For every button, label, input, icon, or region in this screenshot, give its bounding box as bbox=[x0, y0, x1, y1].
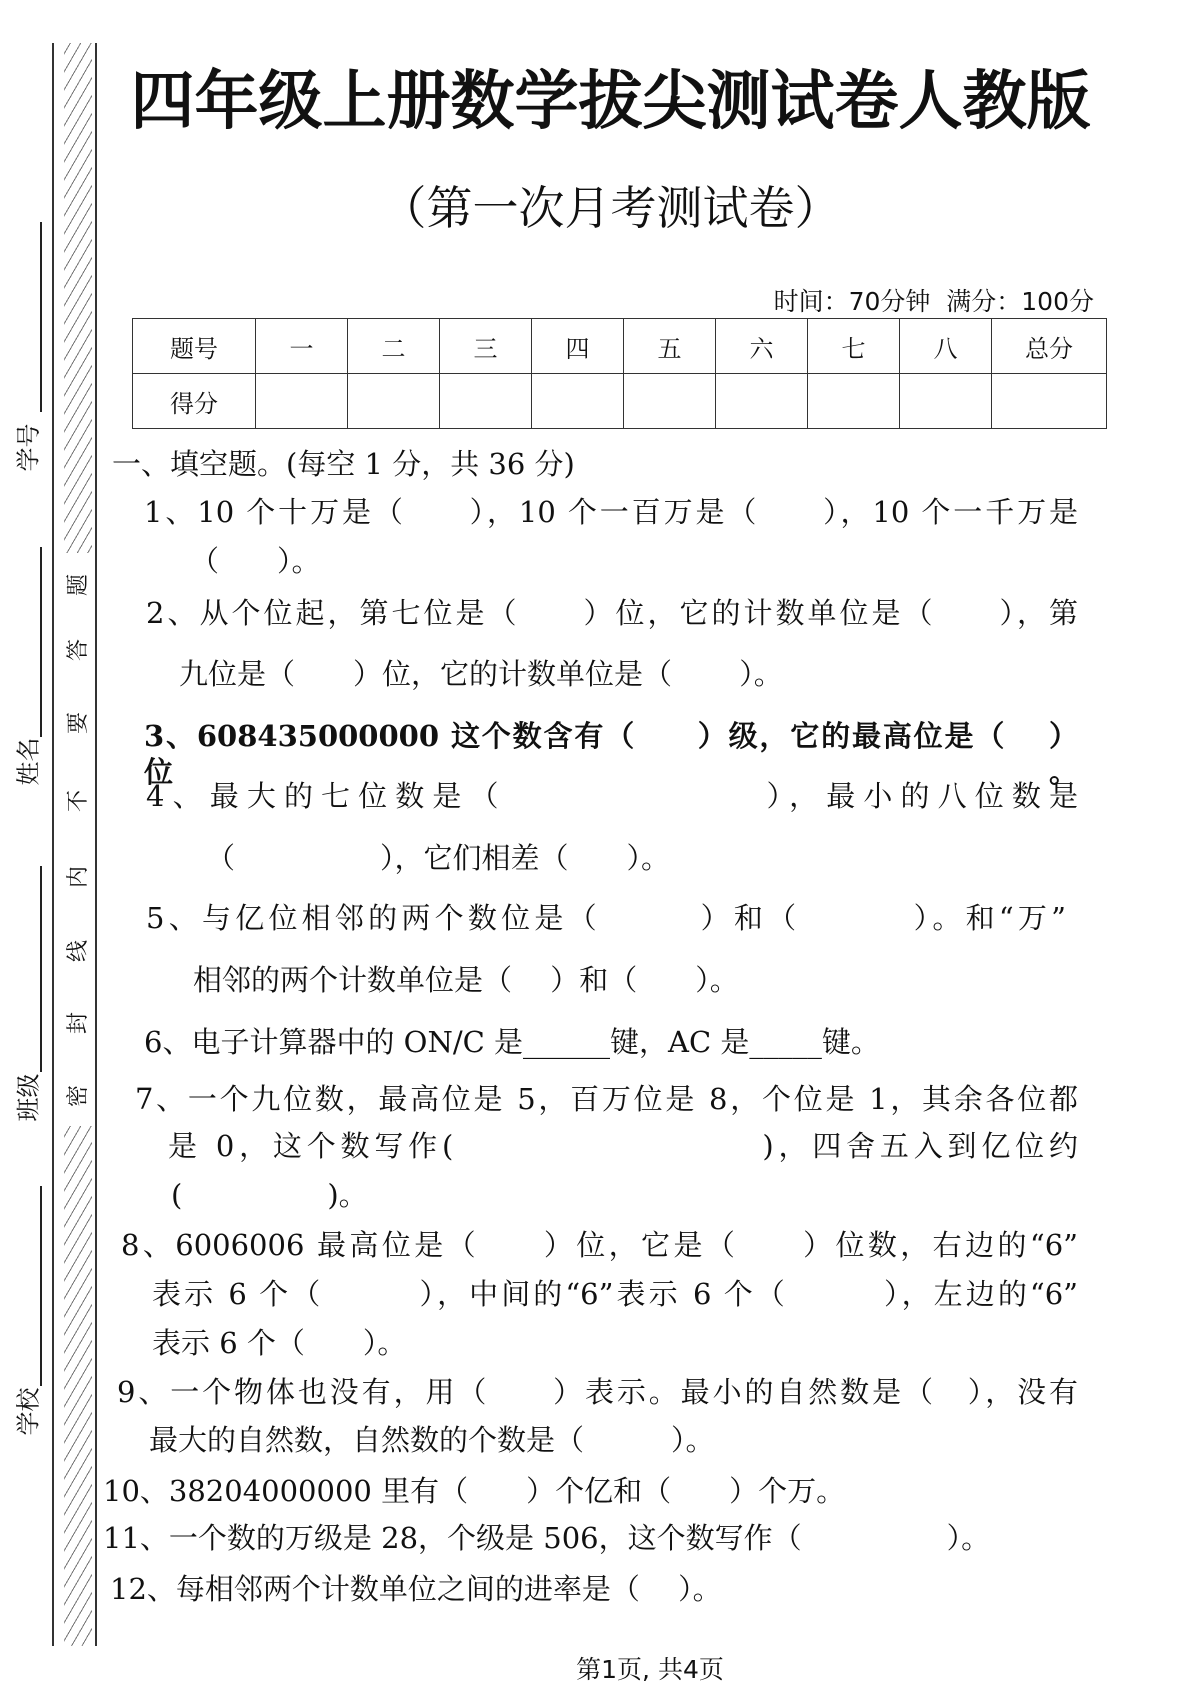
seal-char: 封 bbox=[66, 1012, 91, 1035]
header-cell: 八 bbox=[900, 319, 992, 374]
seal-char: 要 bbox=[66, 712, 91, 735]
score-cell[interactable] bbox=[716, 374, 808, 429]
section-heading: 一、填空题。(每空 1 分，共 36 分) bbox=[112, 447, 575, 481]
question-line: 10、38204000000 里有（ ）个亿和（ ）个万。 bbox=[103, 1474, 846, 1508]
score-cell[interactable] bbox=[440, 374, 532, 429]
page-title: 四年级上册数学拔尖测试卷人教版 bbox=[130, 65, 1091, 139]
score-table-score-row bbox=[133, 374, 1107, 429]
row-label: 得分 bbox=[133, 374, 256, 429]
header-cell: 总分 bbox=[992, 319, 1107, 374]
score-cell[interactable] bbox=[992, 374, 1107, 429]
page-number: 第1页, 共4页 bbox=[576, 1655, 724, 1684]
question-line: （ ），它们相差（ ）。 bbox=[206, 841, 671, 875]
header-cell: 三 bbox=[440, 319, 532, 374]
seal-char: 不 bbox=[66, 790, 91, 813]
class-field[interactable] bbox=[40, 866, 42, 1072]
question-line: 1、10 个十万是（ ），10 个一百万是（ ），10 个一千万是 bbox=[144, 495, 1078, 529]
header-cell: 六 bbox=[716, 319, 808, 374]
score-cell[interactable] bbox=[624, 374, 716, 429]
question-line: 9、一个物体也没有，用（ ）表示。最小的自然数是（ ），没有 bbox=[117, 1375, 1078, 1409]
question-line: 8、6006006 最高位是（ ）位，它是（ ）位数，右边的“6” bbox=[121, 1228, 1078, 1262]
question-line: 12、每相邻两个计数单位之间的进率是（ ）。 bbox=[110, 1572, 722, 1606]
seal-char: 答 bbox=[66, 639, 91, 662]
question-line: 最大的自然数，自然数的个数是（ ）。 bbox=[149, 1423, 715, 1457]
exam-info: 时间：70分钟 满分：100分 bbox=[773, 287, 1094, 316]
score-cell[interactable] bbox=[532, 374, 624, 429]
header-cell: 七 bbox=[808, 319, 900, 374]
question-line: 4、最大的七位数是（ ），最小的八位数是 bbox=[146, 779, 1078, 813]
seal-char: 题 bbox=[66, 574, 91, 597]
question-line: ( )。 bbox=[171, 1178, 368, 1212]
name-label: 姓名 bbox=[14, 737, 43, 786]
seal-char: 线 bbox=[66, 940, 91, 963]
name-field[interactable] bbox=[40, 547, 42, 737]
question-line: 3、608435000000 这个数含有（ ）级，它的最高位是（ ）位。 bbox=[144, 719, 1078, 789]
seal-char: 内 bbox=[66, 866, 91, 889]
binding-line-left bbox=[52, 43, 54, 1646]
header-cell: 四 bbox=[532, 319, 624, 374]
header-cell: 一 bbox=[256, 319, 348, 374]
score-cell[interactable] bbox=[348, 374, 440, 429]
page-subtitle: （第一次月考测试卷） bbox=[380, 181, 841, 235]
binding-line-right bbox=[95, 43, 97, 1646]
question-line: 6、电子计算器中的 ON/C 是______键，AC 是_____键。 bbox=[144, 1025, 880, 1059]
student-id-label: 学号 bbox=[14, 423, 43, 472]
question-line: （ ）。 bbox=[190, 544, 321, 578]
class-label: 班级 bbox=[14, 1073, 43, 1122]
score-cell[interactable] bbox=[256, 374, 348, 429]
score-cell[interactable] bbox=[808, 374, 900, 429]
score-table-header-row bbox=[133, 319, 1107, 374]
question-line: 是 0，这个数写作( )，四舍五入到亿位约 bbox=[168, 1129, 1078, 1163]
score-table bbox=[132, 318, 1107, 429]
question-line: 表示 6 个（ ）。 bbox=[152, 1326, 407, 1360]
question-line: 表示 6 个（ ），中间的“6”表示 6 个（ ），左边的“6” bbox=[152, 1277, 1078, 1311]
question-line: 2、从个位起，第七位是（ ）位，它的计数单位是（ ），第 bbox=[146, 596, 1078, 630]
school-label: 学校 bbox=[14, 1387, 43, 1436]
header-cell: 二 bbox=[348, 319, 440, 374]
question-line: 九位是（ ）位，它的计数单位是（ ）。 bbox=[179, 657, 783, 691]
seal-char: 密 bbox=[66, 1085, 91, 1108]
hatch-bottom bbox=[64, 1126, 92, 1646]
question-line: 5、与亿位相邻的两个数位是（ ）和（ ）。和“万” bbox=[146, 901, 1066, 935]
header-cell: 题号 bbox=[133, 319, 256, 374]
header-cell: 五 bbox=[624, 319, 716, 374]
score-cell[interactable] bbox=[900, 374, 992, 429]
school-field[interactable] bbox=[40, 1186, 42, 1386]
question-line: 7、一个九位数，最高位是 5，百万位是 8，个位是 1，其余各位都 bbox=[135, 1082, 1078, 1116]
student-id-field[interactable] bbox=[40, 222, 42, 412]
question-line: 11、一个数的万级是 28，个级是 506，这个数写作（ ）。 bbox=[103, 1521, 991, 1555]
question-line: 相邻的两个计数单位是（ ）和（ ）。 bbox=[193, 963, 739, 997]
